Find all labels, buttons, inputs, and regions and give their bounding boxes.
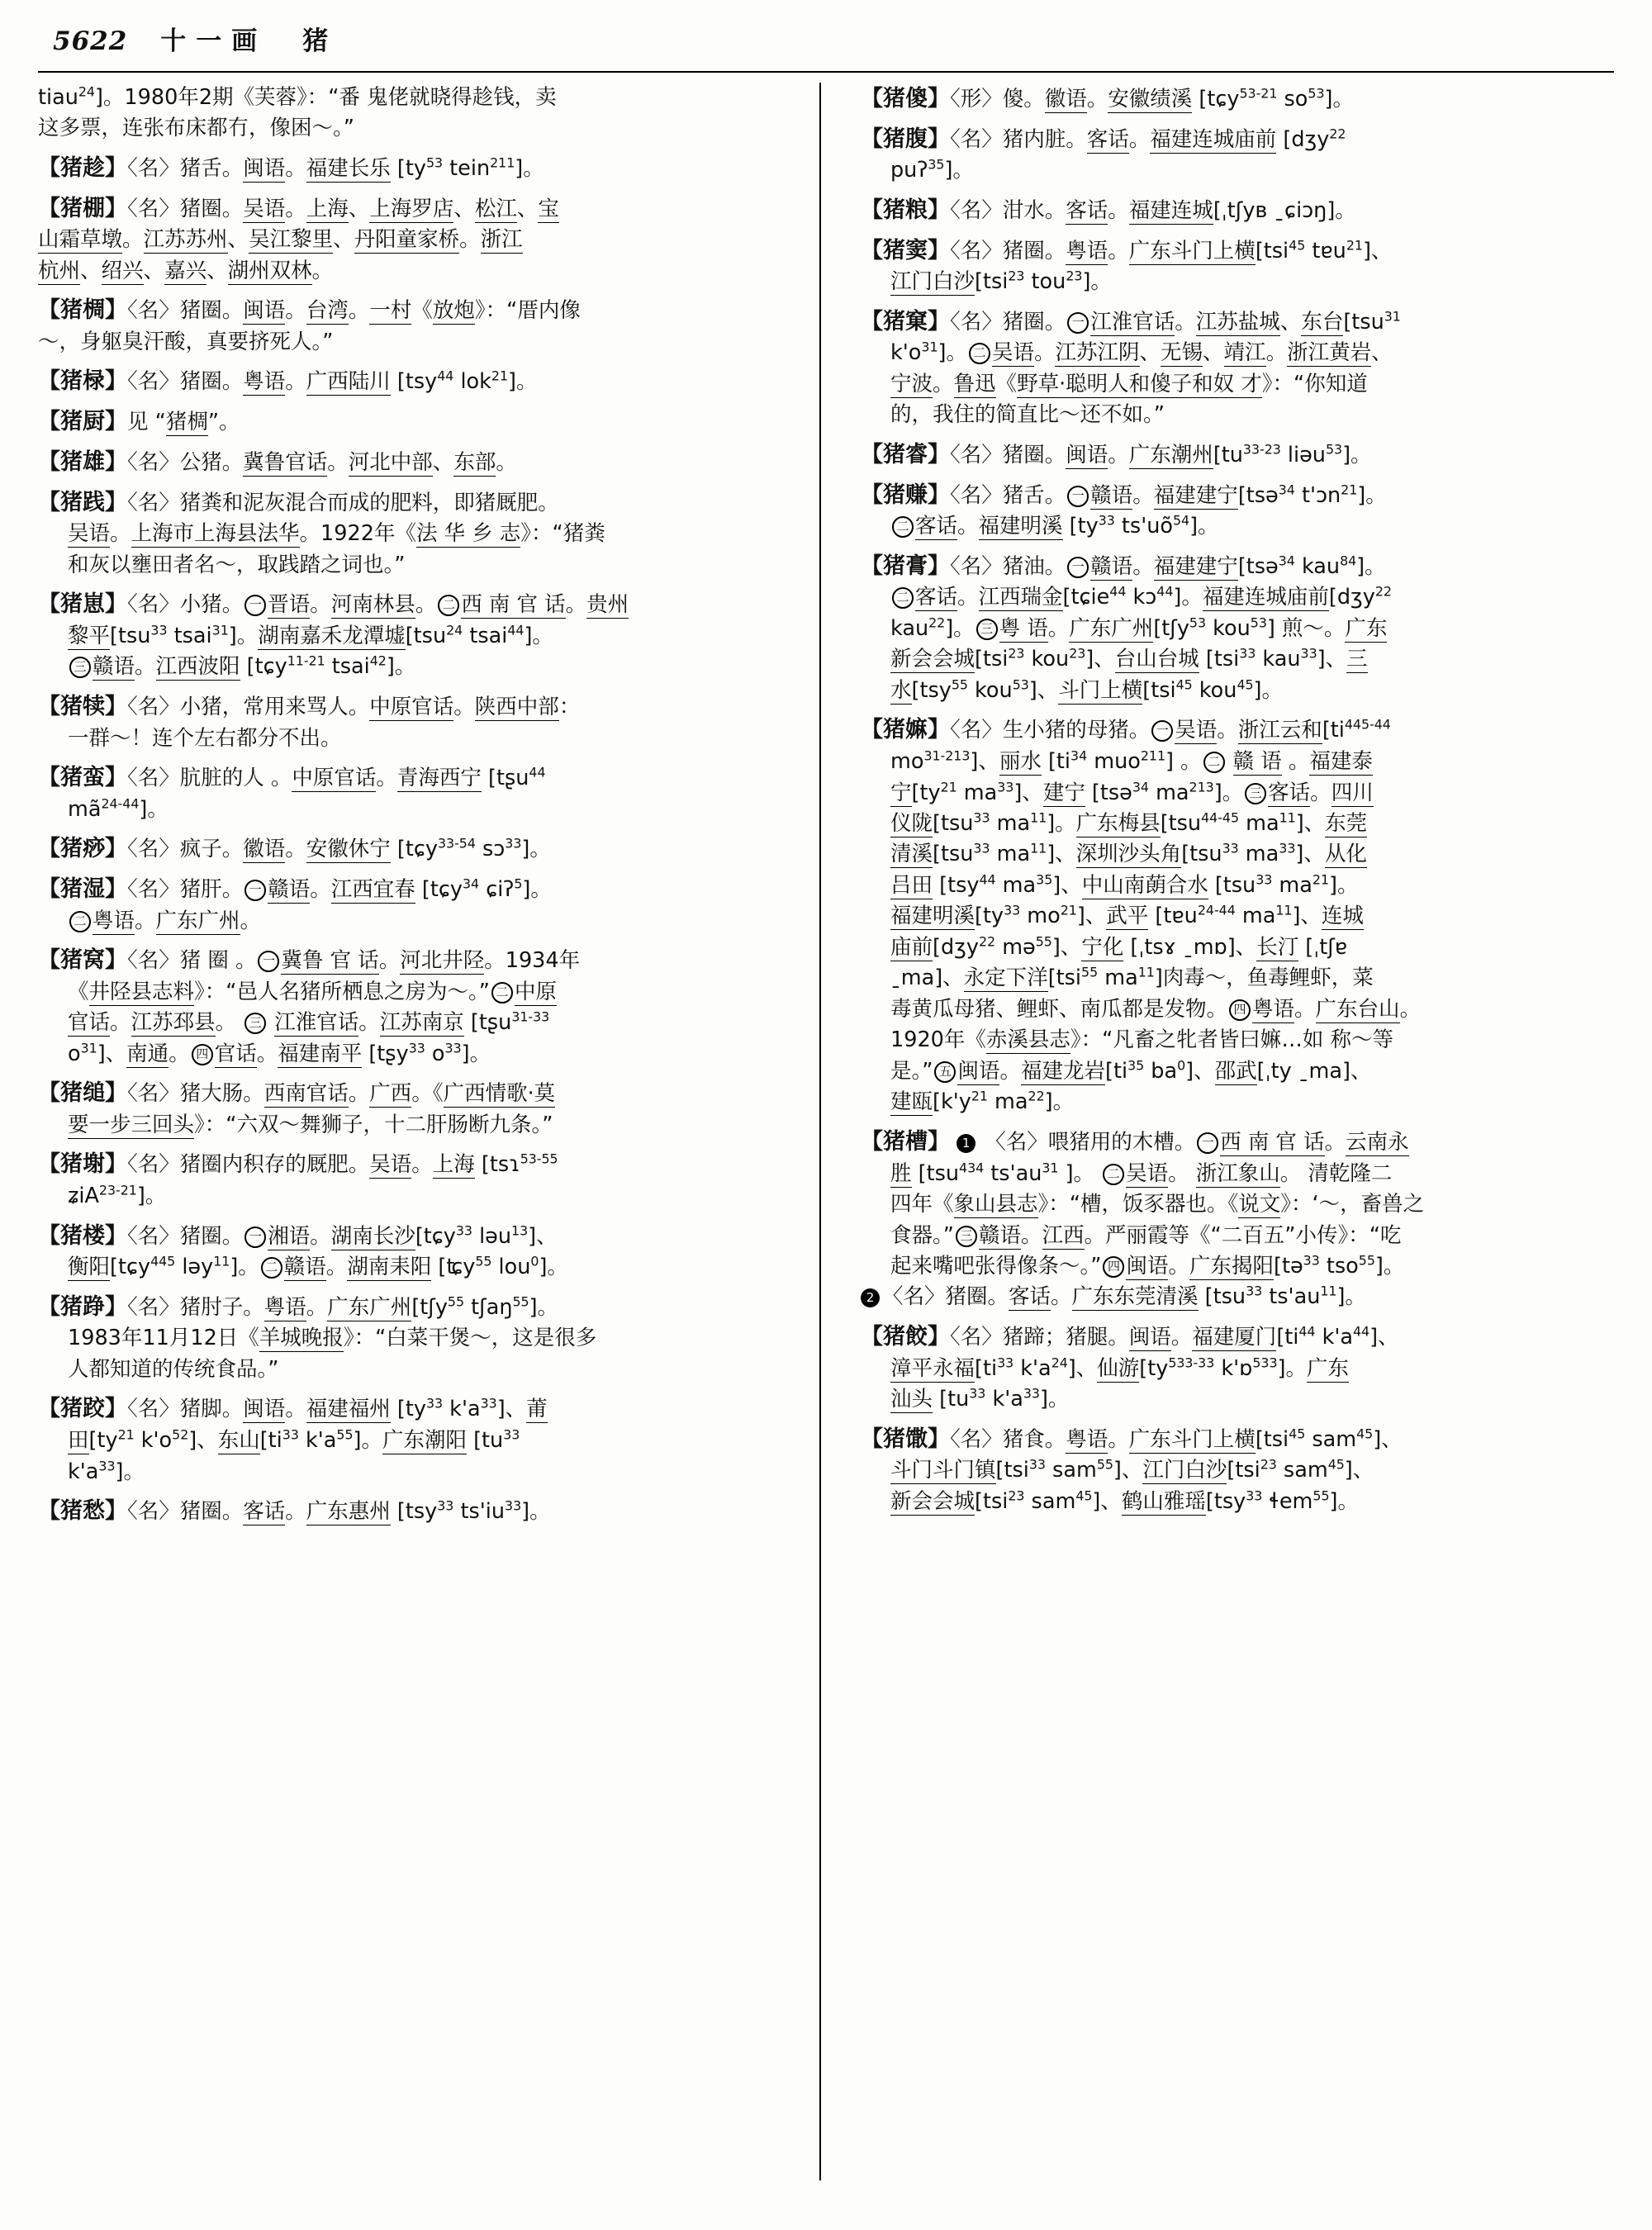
- entry-continuation: [38, 83, 791, 145]
- entry-line: 起来嘴吧张得像条～。” 四 闽语。广东揭阳[tə$^{33}$ tso$^{55}$]。: [890, 1252, 1405, 1279]
- entry-line: 和灰以壅田者名～，取践踏之词也。”: [68, 552, 406, 577]
- page-header: [38, 20, 1614, 68]
- entry-line: 江门白沙[tsi$^{23}$ tou$^{23}$]。: [890, 268, 1112, 295]
- entry-line: 庙前[dʒy$^{22}$ mə$^{55}$]、宁化 [ˌtsɤ ˍmɒ]、长汀 [ˌtʃɐ: [890, 933, 1348, 960]
- entry-zhuxie: [38, 1148, 791, 1212]
- entry-line: 【猪椆】〈名〉猪圈。闽语。台湾。一村《放炮》：“厝内像: [38, 297, 581, 324]
- entry-line: 吴语。上海市上海县法华。1922年《法 华 乡 志》：“猪粪: [68, 521, 605, 547]
- entry-line: 宁[$ty^{21}$ $ma^{33}$]、建宁 [tsə$^{34}$ $ma^{213}$]。 三 客话。四川: [890, 779, 1374, 805]
- entry-line: 这多票，连张布床都冇，像困～。”: [38, 116, 354, 141]
- entry-zhuduo: [38, 690, 791, 754]
- entry-zhujing: [38, 1291, 791, 1386]
- entry-line: 【猪膏】〈名〉猪油。 一 赣语。福建建宁[tsə$^{34}$ kau$^{84}$]。: [861, 553, 1386, 579]
- entry-line: 清溪[tsu$^{33}$ $ma^{11}$]、深圳沙头角[tsu$^{33}$ $ma^{33}$]、从化: [890, 840, 1367, 867]
- entry-zhushi: [38, 873, 791, 937]
- entry-line: 【猪餃】〈名〉猪蹄；猪腿。闽语。福建厦门[$ti^{44}$ $k'a^{44}$]、: [861, 1323, 1399, 1350]
- entry-line: 【猪馓】〈名〉猪食。粤语。广东斗门上横[tsi$^{45}$ sam$^{45}$]、: [861, 1426, 1403, 1452]
- entry-line: 新会会城[tsi$^{23}$ sam$^{45}$]、鹤山雅瑶[tsy$^{33}$ ɬem$^{55}$]。: [890, 1487, 1359, 1514]
- entry-line: ˍma]、永定下洋[tsi$^{55}$ $ma^{11}$]肉毒～，鱼毒鲤虾，菜: [890, 964, 1374, 991]
- left-column: [38, 83, 814, 2197]
- entry-line: 要一步三回头》：“六双～舞狮子，十二肝肠断九条。”: [68, 1112, 553, 1137]
- entry-line: 1983年11月12日《羊城晚报》：“白菜干煲～，这是很多: [68, 1326, 597, 1351]
- entry-line: 【猪棚】〈名〉猪圈。吴语。上海、上海罗店、松江、宝: [38, 195, 559, 221]
- entry-line: $o^{31}$]、南通。 四 官话。福建南平 [tʂy$^{33}$ $o^{33}$]。: [68, 1040, 491, 1066]
- entry-line: 【猪槽】 1 〈名〉喂猪用的木槽。 一 西 南 官 话。云南永: [861, 1128, 1409, 1155]
- entry-zhuxiong: [38, 446, 791, 479]
- entry-line: 1920年《赤溪县志》：“凡畜之牝者皆曰嫲…如 称～等: [890, 1027, 1393, 1053]
- entry-line: 官话。江苏邳县。 三 江淮官话。江苏南京 [tʂu$^{31-33}$: [68, 1008, 550, 1036]
- entry-zhugao: [861, 550, 1614, 707]
- entry-zhulu: [38, 365, 791, 398]
- entry-line: $mo^{31-213}$]、丽水 [$ti^{34}$ muo$^{211}$] 。 二 赣 语 。福建泰: [890, 747, 1373, 775]
- entry-zhuman: [38, 762, 791, 825]
- entry-line: 田[$ty^{21}$ $k'o^{52}$]、东山[$ti^{33}$ $k'a^{55}$]。广东潮阳 [$tu^{33}$: [68, 1426, 520, 1454]
- entry-zhushan: [861, 1423, 1614, 1518]
- entry-line: 【猪赚】〈名〉猪舌。 一 赣语。福建建宁[tsə$^{34}$ t'ɔn$^{21}$]。: [861, 482, 1387, 508]
- entry-zhuzhuan: [861, 479, 1614, 543]
- entry-zhuliang: [861, 194, 1614, 227]
- entry-line: $k'o^{31}$]。 二 吴语。江苏江阴、无锡、靖江。浙江黄岩、: [890, 339, 1393, 366]
- entry-zhusha2: [861, 83, 1614, 116]
- page-number: 5622: [53, 26, 128, 56]
- entry-line: 二 客话。江西瑞金[tɕie$^{44}$ kɔ$^{44}$]。福建连城庙前[dʒy$^{22}$: [861, 582, 1614, 613]
- entry-line: 新会会城[tsi$^{23}$ kou$^{23}$]、台山台城 [tsi$^{33}$ kau$^{33}$]、三: [890, 645, 1368, 672]
- entry-zhuchen: [38, 152, 791, 185]
- entry-line: 《井陉县志料》：“邑人名猪所栖息之房为～。” 二 中原: [68, 979, 557, 1004]
- entry-line: 杭州、绍兴、嘉兴、湖州双林。: [38, 258, 334, 283]
- entry-zhucao: [861, 1126, 1614, 1313]
- entry-line: 毒黄瓜母猪、鲤虾、南瓜都是发物。 四 粤语。广东台山。: [890, 996, 1422, 1022]
- entry-line: 二 客话。福建明溪 [$ty^{33}$ $ts'uõ^{54}$]。: [861, 511, 1614, 542]
- entry-zhuchou: [38, 294, 791, 358]
- entry-zhuchou2: [38, 1495, 791, 1528]
- column-divider: [819, 83, 821, 2180]
- entry-line: 山霜草墩。江苏苏州、吴江黎里、丹阳童家桥。浙江: [38, 227, 523, 253]
- entry-line: $k'a^{33}$]。: [68, 1458, 145, 1484]
- entry-line: 斗门斗门镇[tsi$^{33}$ sam$^{55}$]、江门白沙[tsi$^{23}$ sam$^{45}$]、: [890, 1456, 1374, 1483]
- page-title: 十一画 猪: [160, 26, 339, 56]
- entry-zhujiao2: [861, 1321, 1614, 1416]
- entry-line: 【猪塮】〈名〉猪圈内积存的厩肥。吴语。上海 [tsɿ$^{53-55}$: [38, 1151, 558, 1178]
- entry-zhujian: [38, 486, 791, 581]
- entry-line: 2 〈名〉猪圈。客话。广东东莞清溪 [tsu$^{33}$ $ts'au^{11}$]。: [861, 1282, 1614, 1312]
- entry-line: 人都知道的传统食品。”: [68, 1356, 279, 1382]
- entry-zhuao: [861, 306, 1614, 431]
- entry-line: 汕头 [$tu^{33}$ $k'a^{33}$]。: [890, 1385, 1070, 1412]
- entry-line: $mã^{24-44}$]。: [68, 795, 169, 822]
- entry-line: 是。” 五 闽语。福建龙岩[$ti^{35}$ $ba^0$]、邵武[ˌty ˍma]、: [890, 1057, 1372, 1084]
- entry-line: 【猪践】〈名〉猪粪和泥灰混合而成的肥料，即猪厩肥。: [38, 489, 559, 515]
- entry-line: 【猪湿】〈名〉猪肝。 一 赣语。江西宜春 [tɕy$^{34}$ ɕiʔ$^5$]。: [38, 875, 552, 902]
- entry-line: 【猪椂】〈名〉猪圈。粤语。广西陆川 [tsy$^{44}$ lok$^{21}$]。: [38, 368, 538, 395]
- entry-line: 【猪痧】〈名〉疯子。徽语。安徽休宁 [tɕy$^{33-54}$ sɔ$^{33}$]。: [38, 835, 551, 862]
- entry-line: 【猪趁】〈名〉猪舌。闽语。福建长乐 [$ty^{53}$ tein$^{211}$]。: [38, 154, 544, 181]
- entry-line: 二 粤语。广东广州。: [38, 906, 791, 937]
- entry-line: 食器。” 三 赣语。江西。严丽霞等《“二百五”小传》：“吃: [890, 1222, 1402, 1248]
- entry-line: 【猪窦】〈名〉猪圈。粤语。广东斗门上横[tsi$^{45}$ tɐu$^{21}$]、: [861, 237, 1393, 263]
- entry-line: 【猪愁】〈名〉猪圈。客话。广东惠州 [tsy$^{33}$ $ts'iu^{33}$]。: [38, 1497, 551, 1525]
- entry-line: 【猪跤】〈名〉猪脚。闽语。福建福州 [$ty^{33}$ $k'a^{33}$]、莆: [38, 1395, 548, 1422]
- entry-zhuzhui: [38, 1077, 791, 1141]
- entry-line: 三 赣语。江西波阳 [tɕy$^{11-21}$ tsai$^{42}$]。: [38, 652, 791, 682]
- entry-line: kau$^{22}$]。 三 粤 语。广东广州[tʃy$^{53}$ kou$^{53}$] 煎～。广东: [890, 614, 1388, 641]
- entry-zhufu: [861, 123, 1614, 187]
- entry-line: 四年《象山县志》：“槽，饭豕器也。《说文》：‘～，畜兽之: [890, 1192, 1425, 1217]
- entry-line: 福建明溪[$ty^{33}$ $mo^{21}$]、武平 [tɐu$^{24-44}$ $ma^{11}$]、连城: [890, 902, 1364, 929]
- entry-line: 【猪崽】〈名〉小猪。 一 晋语。河南林县。 二 西 南 官 话。贵州: [38, 591, 629, 618]
- entry-line: 【猪粮】〈名〉泔水。客话。福建连城[ˌtʃyʙ ˍɕiɔŋ]。: [861, 197, 1356, 223]
- entry-line: 【猪蛮】〈名〉肮脏的人 。中原官话。青海西宁 [tʂu$^{44}$: [38, 764, 546, 791]
- entry-line: 黎平[tsu$^{33}$ tsai$^{31}$]。湖南嘉禾龙潭墟[tsu$^{24}$ tsai$^{44}$]。: [68, 622, 553, 648]
- entry-line: tiau$^{24}$]。1980年2期《芙蓉》：“番 鬼佬就晓得趁钱，卖: [38, 83, 557, 110]
- entry-zhujiao: [38, 1393, 791, 1487]
- entry-line: 衡阳[tɕy$^{445}$ ləy$^{11}$]。 二 赣语。湖南耒阳 [ʨy$^{55}$ lou$^0$]。: [68, 1253, 568, 1280]
- entry-line: 【猪踭】〈名〉猪肘子。粤语。广东广州[tʃy$^{55}$ tʃaŋ$^{55}$]。: [38, 1293, 559, 1320]
- entry-zhuwo: [38, 944, 791, 1070]
- entry-zhuzi: [38, 588, 791, 683]
- entry-line: 一群～！连个左右都分不出。: [68, 725, 342, 751]
- entry-zhulin: [861, 714, 1614, 1118]
- entry-line: 【猪嫲】〈名〉生小猪的母猪。 一 吴语。浙江云和[$ti^{445-44}$: [861, 716, 1391, 743]
- entry-line: 【猪傻】〈形〉傻。徽语。安徽绩溪 [tɕy$^{53-21}$ $so^{53}$]。: [861, 85, 1354, 112]
- columns-container: [38, 83, 1614, 2197]
- entry-line: 【猪睿】〈名〉猪圈。闽语。广东潮州[$tu^{33-23}$ liəu$^{53}$]。: [861, 441, 1372, 467]
- entry-line: 【猪雄】〈名〉公猪。冀鲁官话。河北中部、东部。: [38, 448, 517, 475]
- entry-line: 水[tsy$^{55}$ kou$^{53}$]、斗门上横[tsi$^{45}$ kou$^{45}$]。: [890, 676, 1283, 703]
- entry-zhusha: [38, 833, 791, 866]
- entry-zhuchu: [38, 406, 791, 439]
- entry-zhudou: [861, 235, 1614, 298]
- entry-line: puʔ$^{35}$]。: [890, 156, 974, 183]
- entry-line: 【猪窝】〈名〉猪 圈 。 一 冀鲁 官 话。河北井陉。1934年: [38, 947, 581, 974]
- entry-zhurui: [861, 439, 1614, 472]
- entry-zhulou: [38, 1220, 791, 1283]
- entry-line: 胜 [tsu$^{434}$ $ts'au^{31}$ ]。 二 吴语。 浙江象山。 清乾隆二: [890, 1160, 1393, 1186]
- entry-line: 【猪犊】〈名〉小猪，常用来骂人。中原官话。陕西中部：: [38, 693, 581, 719]
- entry-line: 【猪缒】〈名〉猪大肠。西南官话。广西。《广西情歌·莫: [38, 1080, 556, 1107]
- entry-line: 【猪腹】〈名〉猪内脏。客话。福建连城庙前 [dʒy$^{22}$: [861, 126, 1346, 152]
- entry-line: ～，身躯臭汗酸，真要挤死人。”: [38, 330, 334, 354]
- entry-line: 宁波。鲁迅《野草·聪明人和傻子和奴 才》：“你知道: [890, 371, 1368, 396]
- entry-line: 【猪厨】见 “猪椆”。: [38, 409, 240, 435]
- entry-line: 建瓯[$k'y^{21}$ $ma^{22}$]。: [890, 1088, 1075, 1115]
- entry-line: ʑiA$^{23-21}$]。: [68, 1182, 167, 1209]
- right-column: [826, 83, 1614, 2197]
- entry-line: 【猪窠】〈名〉猪圈。 一 江淮官话。江苏盐城、东台[tsu$^{31}$: [861, 308, 1401, 334]
- header-rule: [38, 71, 1614, 73]
- entry-line: 漳平永福[$ti^{33}$ $k'a^{24}$]、仙游[$ty^{533-33}$ k'ɒ$^{533}$]。广东: [890, 1355, 1349, 1381]
- entry-line: 的，我住的简直比～还不如。”: [890, 402, 1165, 428]
- entry-line: 仪陇[tsu$^{33}$ $ma^{11}$]。广东梅县[tsu$^{44-45}$ $ma^{11}$]、东莞: [890, 809, 1368, 836]
- entry-line: 吕田 [tsy$^{44}$ $ma^{35}$]、中山南蓢合水 [tsu$^{33}$ $ma^{21}$]。: [890, 871, 1359, 898]
- entry-line: 【猪楼】〈名〉猪圈。 一 湘语。湖南长沙[tɕy$^{33}$ ləu$^{13}$]、: [38, 1222, 558, 1249]
- entry-zhupeng: [38, 192, 791, 287]
